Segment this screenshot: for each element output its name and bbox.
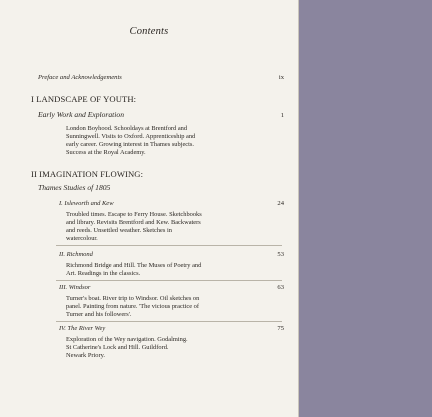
divider xyxy=(56,245,282,246)
chapter-page-number: 75 xyxy=(277,325,284,332)
chapter-description xyxy=(66,336,262,360)
chapter-description xyxy=(66,211,262,243)
chapter-page-number: 53 xyxy=(277,251,284,258)
description-line: Turner and his followers'. xyxy=(66,310,132,318)
description-line: watercolour. xyxy=(66,234,98,242)
chapter-page-number: 63 xyxy=(277,284,284,291)
chapter-title: IV. The River Wey xyxy=(59,325,106,332)
chapter-description xyxy=(66,262,262,278)
chapter-title: I. Isleworth and Kew xyxy=(59,200,114,207)
description-line: Exploration of the Wey navigation. Godalming. xyxy=(66,336,188,343)
description-line: Art. Readings in the classics. xyxy=(66,269,141,277)
part-heading-2: II IMAGINATION FLOWING: xyxy=(31,169,144,179)
description-line: Troubled times. Escape to Ferry House. Sketchbooks xyxy=(66,211,202,218)
description-line: and library. Revisits Brentford and Kew. Backwaters xyxy=(66,218,201,226)
part-subtitle-1: Early Work and Exploration xyxy=(38,110,124,119)
description-line: Sunningwell. Visits to Oxford. Apprenticeship and xyxy=(66,132,196,140)
description-line: Richmond Bridge and Hill. The Muses of Poetry and xyxy=(66,262,202,269)
part1-description xyxy=(66,125,262,157)
chapter-title: III. Windsor xyxy=(59,284,91,291)
divider xyxy=(56,321,282,322)
description-line: panel. Painting from nature. 'The vicious practice of xyxy=(66,302,200,310)
contents-title: Contents xyxy=(129,26,169,37)
chapter-description xyxy=(66,295,262,319)
part-subtitle-2: Thames Studies of 1805 xyxy=(38,183,111,192)
description-line: Newark Priory. xyxy=(66,351,105,359)
part1-page-number: 1 xyxy=(280,112,284,119)
toc-preface-page: ix xyxy=(278,74,284,81)
divider xyxy=(56,280,282,281)
description-line: Turner's boat. River trip to Windsor. Oil sketches on xyxy=(66,295,200,302)
description-line: St Catherine's Lock and Hill. Guildford. xyxy=(66,343,169,351)
description-line: early career. Growing interest in Thames subjects. xyxy=(66,140,195,148)
description-line: and reeds. Unsettled weather. Sketches in xyxy=(66,226,172,234)
toc-preface-label: Preface and Acknowledgements xyxy=(38,74,122,81)
description-line: Success at the Royal Academy. xyxy=(66,148,146,156)
description-line: London Boyhood. Schooldays at Brentford and xyxy=(66,125,188,132)
chapter-page-number: 24 xyxy=(277,200,284,207)
chapter-title: II. Richmond xyxy=(59,251,93,258)
part-heading-1: I LANDSCAPE OF YOUTH: xyxy=(31,94,137,104)
